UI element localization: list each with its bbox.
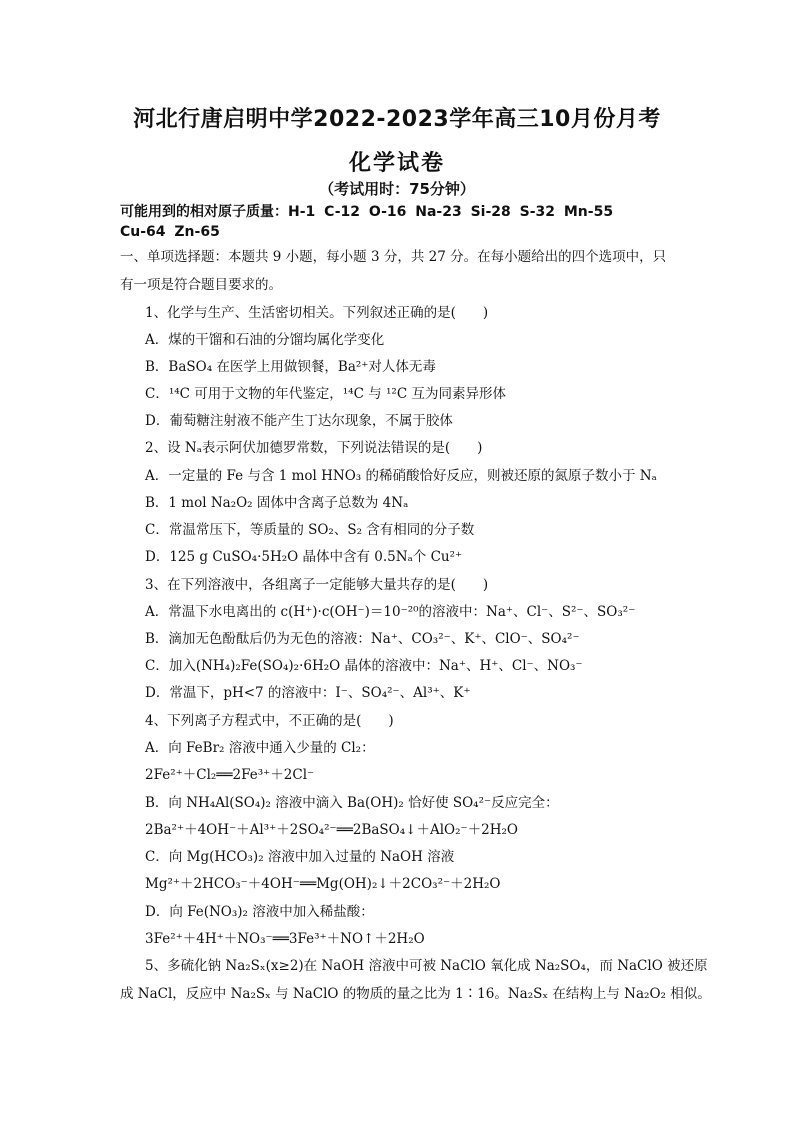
question-3-option-a: A．常温下水电离出的 c(H⁺)·c(OH⁻)＝10⁻²⁰的溶液中：Na⁺、Cl⁻、S²⁻、SO₃²⁻ [145,604,636,620]
question-1-option-a: A．煤的干馏和石油的分馏均属化学变化 [145,332,385,348]
exam-title: 河北行唐启明中学2022-2023学年高三10月份月考 [133,107,661,132]
question-2-option-d: D．125 g CuSO₄·5H₂O 晶体中含有 0.5Nₐ个 Cu²⁺ [145,549,463,565]
question-4-option-b-equation: 2Ba²⁺＋4OH⁻＋Al³⁺＋2SO₄²⁻══2BaSO₄↓＋AlO₂⁻＋2H₂O [145,822,518,838]
question-1-option-d: D．葡萄糖注射液不能产生丁达尔现象，不属于胶体 [145,413,453,429]
question-2-option-c: C．常温常压下，等质量的 SO₂、S₂ 含有相同的分子数 [145,522,475,538]
question-4-option-d-equation: 3Fe²⁺＋4H⁺＋NO₃⁻══3Fe³⁺＋NO↑＋2H₂O [145,931,425,947]
question-3-stem: 3、在下列溶液中，各组离子一定能够大量共存的是( ) [145,577,489,593]
question-1-option-c: C．¹⁴C 可用于文物的年代鉴定，¹⁴C 与 ¹²C 互为同素异形体 [145,386,506,402]
question-2-stem: 2、设 Nₐ表示阿伏加德罗常数，下列说法错误的是( ) [145,440,483,456]
question-4-option-d: D．向 Fe(NO₃)₂ 溶液中加入稀盐酸： [145,904,374,920]
question-5-line-1: 5、多硫化钠 Na₂Sₓ(x≥2)在 NaOH 溶液中可被 NaClO 氧化成 Na₂SO₄，而 NaClO 被还原 [145,958,708,974]
question-4-option-b: B．向 NH₄Al(SO₄)₂ 溶液中滴入 Ba(OH)₂ 恰好使 SO₄²⁻反应完全： [145,795,559,811]
atomic-mass-line-1: 可能用到的相对原子质量：H-1 C-12 O-16 Na-23 Si-28 S-32 Mn-55 [120,204,614,220]
question-4-option-a: A．向 FeBr₂ 溶液中通入少量的 Cl₂： [145,740,375,756]
exam-subtitle: 化学试卷 [348,151,445,176]
question-4-option-c: C．向 Mg(HCO₃)₂ 溶液中加入过量的 NaOH 溶液 [145,849,455,865]
question-1-stem: 1、化学与生产、生活密切相关。下列叙述正确的是( ) [145,305,489,321]
question-5-line-2: 成 NaCl，反应中 Na₂Sₓ 与 NaClO 的物质的量之比为 1∶16。Na₂Sₓ 在结构上与 Na₂O₂ 相似。 [120,986,711,1002]
question-2-option-a: A．一定量的 Fe 与含 1 mol HNO₃ 的稀硝酸恰好反应，则被还原的氮原子数小于 Nₐ [145,468,657,484]
section-1-instructions-line-2: 有一项是符合题目要求的。 [120,277,282,293]
question-4-option-a-equation: 2Fe²⁺＋Cl₂══2Fe³⁺＋2Cl⁻ [145,767,315,783]
question-4-stem: 4、下列离子方程式中，不正确的是( ) [145,713,394,729]
exam-time-note: （考试用时：75分钟） [319,180,475,198]
question-3-option-b: B．滴加无色酚酞后仍为无色的溶液：Na⁺、CO₃²⁻、K⁺、ClO⁻、SO₄²⁻ [145,631,580,647]
question-4-option-c-equation: Mg²⁺＋2HCO₃⁻＋4OH⁻══Mg(OH)₂↓＋2CO₃²⁻＋2H₂O [145,876,501,892]
section-1-instructions-line-1: 一、单项选择题：本题共 9 小题，每小题 3 分，共 27 分。在每小题给出的四个选项中，只 [120,249,667,265]
question-3-option-d: D．常温下，pH<7 的溶液中：I⁻、SO₄²⁻、Al³⁺、K⁺ [145,685,471,701]
atomic-mass-line-2: Cu-64 Zn-65 [120,224,220,240]
question-2-option-b: B．1 mol Na₂O₂ 固体中含离子总数为 4Nₐ [145,495,409,511]
question-1-option-b: B．BaSO₄ 在医学上用做钡餐，Ba²⁺对人体无毒 [145,359,436,375]
question-3-option-c: C．加入(NH₄)₂Fe(SO₄)₂·6H₂O 晶体的溶液中：Na⁺、H⁺、Cl⁻、NO₃⁻ [145,658,583,674]
